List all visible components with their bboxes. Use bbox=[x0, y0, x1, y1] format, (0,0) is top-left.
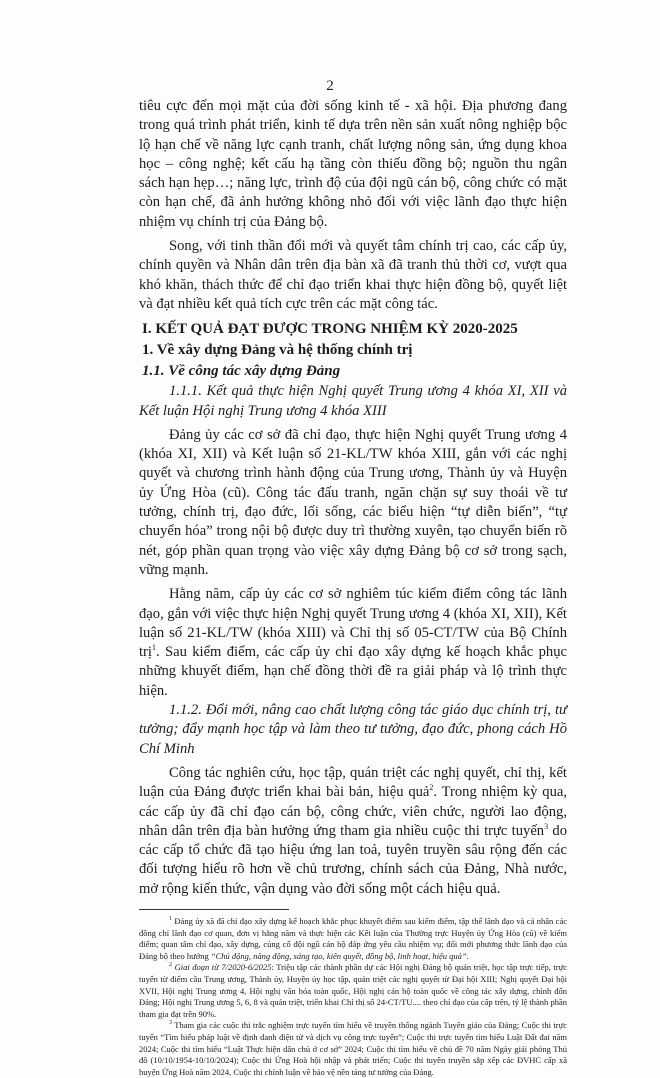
footnote-ref-1: 1 bbox=[151, 643, 156, 653]
paragraph-nq4-results: Đảng ủy các cơ sở đã chỉ đạo, thực hiện Nghị quyết Trung ương 4 (khóa XI, XII) và Kết luận số 21-KL/TW khóa XIII, gắn với các nghị quyết và chương trình hành động của Trung ương, Thành ủy và Huyện ủy Ứng Hòa (cũ). Công tác đấu tranh, ngăn chặn sự suy thoái về tư tưởng, chính trị, đạo đức, lối sống, các biểu hiện “tự diễn biến”, “tự chuyển hóa” trong nội bộ được duy trì thường xuyên, tạo chuyển biến rõ nét, góp phần quan trọng vào việc xây dựng Đảng bộ cơ sở trong sạch, vững mạnh. bbox=[139, 426, 567, 578]
paragraph-political-education-text-b: . Trong nhiệm kỳ qua, các cấp ủy đã chỉ đạo cán bộ, công chức, viên chức, người lao động, nhân dân trên địa bàn hưởng ứng tham gia nhiều cuộc thi trực tuyến bbox=[139, 784, 567, 839]
paragraph-political-education bbox=[139, 764, 567, 899]
paragraph-annual-review-text: Hằng năm, cấp ủy các cơ sở nghiêm túc kiểm điểm công tác lãnh đạo, gắn với việc thực hiện Nghị quyết Trung ương 4 (khóa XI, XII), Kết luận số 21-KL/TW (khóa XIII) và Chỉ thị số 05-CT/TW của Bộ Chính trị bbox=[139, 586, 567, 661]
heading-section-I: I. KẾT QUẢ ĐẠT ĐƯỢC TRONG NHIỆM KỲ 2020-2025 bbox=[142, 321, 518, 338]
footnote-1-text: Đảng ủy xã đã chỉ đạo xây dựng kế hoạch khắc phục khuyết điểm sau kiểm điểm, tập thể lãnh đạo và cá nhân các đồng chí lãnh đạo cơ quan, đơn vị hằng năm và thực hiện các Kết luận của Thường trực Huyện ủy Ứng Hòa (cũ) về kiểm điểm; quan tâm chỉ đạo, xây dựng, củng cố đội ngũ cán bộ đáp ứng yêu cầu nhiệm vụ; đổi mới phương thức lãnh đạo của Đảng bộ theo hướng bbox=[139, 915, 567, 961]
footnote-ref-3: 3 bbox=[544, 821, 549, 831]
paragraph-annual-review bbox=[139, 585, 567, 701]
footnote-1-end: . bbox=[466, 950, 469, 961]
paragraph-annual-review-end: . Sau kiểm điểm, các cấp ủy chỉ đạo xây dựng kế hoạch khắc phục những khuyết điểm, hạn chế đồng thời đề ra giải pháp và lộ trình thực hiện. bbox=[139, 644, 567, 699]
footnote-1 bbox=[139, 916, 567, 962]
page-body bbox=[139, 97, 567, 1078]
footnote-3-text: Tham gia các cuộc thi trắc nghiệm trực tuyến tìm hiểu về truyền thống ngành Tuyên giáo của Đảng; Cuộc thi trực tuyến “Tìm hiểu pháp luật về định danh điện tử và dịch vụ công trực tuyến”; Cuộc thi trực tuyến tìm hiểu Luật Đất đai năm 2024; Cuộc thi tìm hiểu “Luật Thực hiện dân chủ ở cơ sở” 2024; Cuộc thi tìm hiểu về chủ đề 70 năm Ngày giải phóng Thủ đô (10/10/1954-10/10/2024); Cuộc thi Ứng Hoà hội nhập và phát triển; Cuộc thi tuyên truyền sắp xếp các ĐVHC cấp xã huyện Ứng Hoà năm 2024, Cuộc thi chính luận về bảo vệ nền tảng tư tưởng của Đảng. bbox=[139, 1020, 567, 1077]
heading-1-1-1: 1.1.1. Kết quả thực hiện Nghị quyết Trung ương 4 khóa XI, XII và Kết luận Hội nghị Trung ương 4 khóa XIII bbox=[139, 383, 567, 419]
heading-1-1-2: 1.1.2. Đổi mới, nâng cao chất lượng công tác giáo dục chính trị, tư tưởng; đẩy mạnh học tập và làm theo tư tưởng, đạo đức, phong cách Hồ Chí Minh bbox=[139, 702, 567, 757]
footnote-2-period: Giai đoạn từ 7/2020-6/2025 bbox=[172, 962, 272, 973]
footnote-separator bbox=[139, 909, 289, 910]
footnote-2 bbox=[139, 962, 567, 1020]
footnote-3-number: 3 bbox=[169, 1020, 172, 1027]
heading-1: 1. Về xây dựng Đảng và hệ thống chính trị bbox=[142, 342, 413, 359]
footnote-1-number: 1 bbox=[169, 916, 172, 923]
footnote-2-text: : Triệu tập các thành phần dự các Hội nghị Đảng bộ quán triệt, học tập trực tiếp, trực tuyến từ điểm cầu Trung ương, Thành ủy, Huyện ủy học tập, quán triệt các nghị quyết từ Đại hội XIII; Nghị quyết Đại hội XVII, Hội nghị Trung ương 4, Hội nghị văn hóa toàn quốc, Hội nghị cán bộ toàn quốc về công tác xây dựng, chỉnh đốn Đảng; Hội nghị Trung ương 5, 6, 8 và quán triệt, triển khai Chỉ thị số 24-CT/TU.... theo chỉ đạo của cấp trên, tỷ lệ thành phần tham gia đạt trên 90%. bbox=[139, 962, 567, 1019]
footnote-ref-2: 2 bbox=[429, 783, 434, 793]
footnote-3 bbox=[139, 1020, 567, 1078]
heading-1-1: 1.1. Về công tác xây dựng Đảng bbox=[142, 363, 341, 380]
paragraph-political-education-text-a: Công tác nghiên cứu, học tập, quán triệt các nghị quyết, chỉ thị, kết luận của Đảng được triển khai bài bản, hiệu quả bbox=[139, 764, 567, 801]
page-number: 2 bbox=[326, 78, 334, 94]
paragraph-political-education-text-c: do các cấp tổ chức đã tạo hiệu ứng lan toả, tuyên truyền sâu rộng đến các đối tượng hiểu rõ hơn về chủ trương, chính sách của Đảng, Nhà nước, mở rộng kiến thức, vận dụng vào đời sống một cách hiệu quả. bbox=[139, 822, 567, 897]
paragraph-intro-2: Song, với tinh thần đổi mới và quyết tâm chính trị cao, các cấp ủy, chính quyền và Nhân dân trên địa bàn xã đã tranh thủ thời cơ, vượt qua khó khăn, thách thức để chỉ đạo triển khai thực hiện đồng bộ, quyết liệt và đạt nhiều kết quả tích cực trên các mặt công tác. bbox=[139, 238, 567, 312]
paragraph-intro-continued: tiêu cực đến mọi mặt của đời sống kinh tế - xã hội. Địa phương đang trong quá trình phát triển, kinh tế dựa trên nền sản xuất nông nghiệp bộc lộ hạn chế về năng lực cạnh tranh, chất lượng nông sản, ứng dụng khoa học – công nghệ; kết cấu hạ tầng còn thiếu đồng bộ; nguồn thu ngân sách hạn hẹp…; năng lực, trình độ của đội ngũ cán bộ, công chức có mặt còn hạn chế, đã ảnh hưởng không nhỏ đối với việc lãnh đạo thực hiện nhiệm vụ chính trị của Đảng bộ. bbox=[139, 98, 567, 230]
footnote-1-quote: “Chủ động, năng động, sáng tạo, kiên quyết, đồng bộ, linh hoạt, hiệu quả” bbox=[210, 950, 467, 961]
footnote-2-number: 2 bbox=[169, 962, 172, 969]
